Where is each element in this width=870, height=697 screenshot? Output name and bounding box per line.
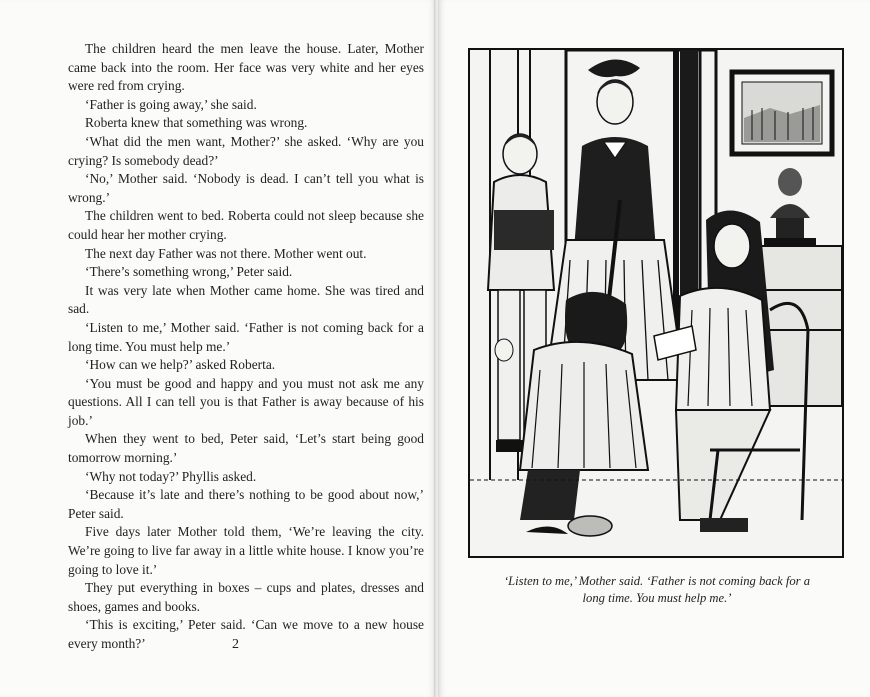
illustration [468, 48, 844, 558]
paragraph: The next day Father was not there. Mother went out. [85, 245, 367, 261]
story-text [68, 40, 424, 654]
paragraph: ‘This is exciting,’ Peter said. ‘Can we move to a new house every month?’ [68, 617, 424, 651]
paragraph: ‘Listen to me,’ Mother said. ‘Father is not coming back for a long time. You must help me.’ [68, 319, 424, 354]
paragraph: ‘You must be good and happy and you must not ask me any questions. All I can tell you is that Father is away because of his job.’ [68, 375, 424, 428]
paragraph: ‘How can we help?’ asked Roberta. [85, 357, 276, 373]
wall-painting [732, 72, 832, 154]
paragraph: ‘There’s something wrong,’ Peter said. [85, 264, 293, 280]
paragraph: ‘Why not today?’ Phyllis asked. [85, 468, 257, 484]
paragraph: ‘No,’ Mother said. ‘Nobody is dead. I can’t tell you what is wrong.’ [68, 171, 424, 205]
family-scene-illustration [470, 50, 842, 556]
illustration-caption [474, 573, 840, 607]
paragraph: ‘Because it’s late and there’s nothing to be good about now,’ Peter said. [68, 487, 424, 521]
paragraph: The children went to bed. Roberta could not sleep because she could hear her mother crying. [68, 208, 424, 242]
caption-line: ‘Listen to me,’ Mother said. ‘Father is not coming back for a [503, 574, 811, 588]
paragraph: They put everything in boxes – cups and plates, dresses and shoes, games and books. [68, 580, 424, 614]
right-page [438, 0, 870, 697]
paragraph: Five days later Mother told them, ‘We’re leaving the city. We’re going to live far away in a little white house. I know you’re going to love it.’ [68, 524, 424, 577]
paragraph: It was very late when Mother came home. She was tired and sad. [68, 282, 424, 317]
paragraph: When they went to bed, Peter said, ‘Let’s start being good tomorrow morning.’ [68, 431, 424, 466]
paragraph: Roberta knew that something was wrong. [85, 115, 308, 131]
caption-line: long time. You must help me.’ [582, 591, 732, 605]
page-number: 2 [232, 637, 239, 652]
paragraph: ‘Father is going away,’ she said. [85, 96, 257, 112]
paragraph: ‘What did the men want, Mother?’ she asked. ‘Why are you crying? Is somebody dead?’ [68, 133, 424, 168]
paragraph: The children heard the men leave the house. Later, Mother came back into the room. Her face was very white and her eyes were red from crying. [68, 41, 424, 94]
